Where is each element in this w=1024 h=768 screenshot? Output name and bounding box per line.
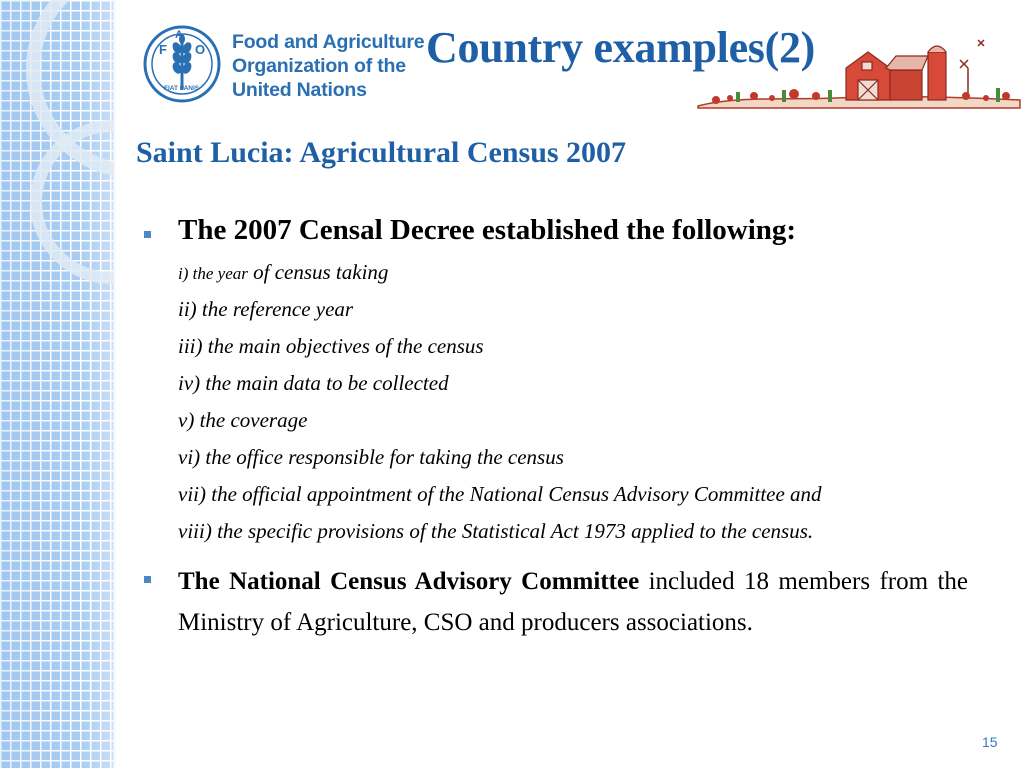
bullet-square-icon [144, 231, 151, 238]
list-item: vii) the official appointment of the National Census Advisory Committee and [178, 482, 822, 506]
fao-logo-icon [142, 24, 222, 104]
farm-barn-illustration [696, 38, 1022, 114]
organization-name [232, 30, 425, 102]
page-number: 15 [982, 734, 998, 750]
logo-letter-o: O [195, 42, 206, 57]
list-item-prefix: i) the year [178, 264, 248, 283]
logo-motto: FIAT PANIS [164, 85, 200, 92]
list-item-rest: of census taking [247, 260, 389, 284]
committee-name: The National Census Advisory Committee [178, 568, 640, 595]
list-item: viii) the specific provisions of the Statistical Act 1973 applied to the census. [178, 519, 814, 543]
bullet-lead-text: The 2007 Censal Decree established the following: [178, 214, 797, 246]
list-item: v) the coverage [178, 408, 308, 432]
org-name-line-3: United Nations [232, 79, 367, 101]
logo-letter-f: F [159, 42, 167, 57]
org-name-line-1: Food and Agriculture [232, 31, 425, 53]
list-item [178, 259, 388, 287]
side-decoration-strip [0, 0, 113, 768]
list-item: iv) the main data to be collected [178, 371, 449, 395]
bullet-square-icon [144, 576, 151, 583]
org-name-line-2: Organization of the [232, 55, 406, 77]
logo-letter-a: A [175, 29, 183, 41]
page-title: Country examples(2) [426, 23, 816, 72]
committee-description: included 18 members from the Ministry of Agriculture, CSO and producers associations. [178, 568, 968, 636]
list-item: vi) the office responsible for taking the census [178, 445, 564, 469]
bullet-paragraph [178, 561, 968, 643]
strip-edge [113, 0, 116, 768]
list-item: ii) the reference year [178, 297, 354, 321]
list-item: iii) the main objectives of the census [178, 334, 484, 358]
slide-subtitle: Saint Lucia: Agricultural Census 2007 [136, 136, 627, 169]
